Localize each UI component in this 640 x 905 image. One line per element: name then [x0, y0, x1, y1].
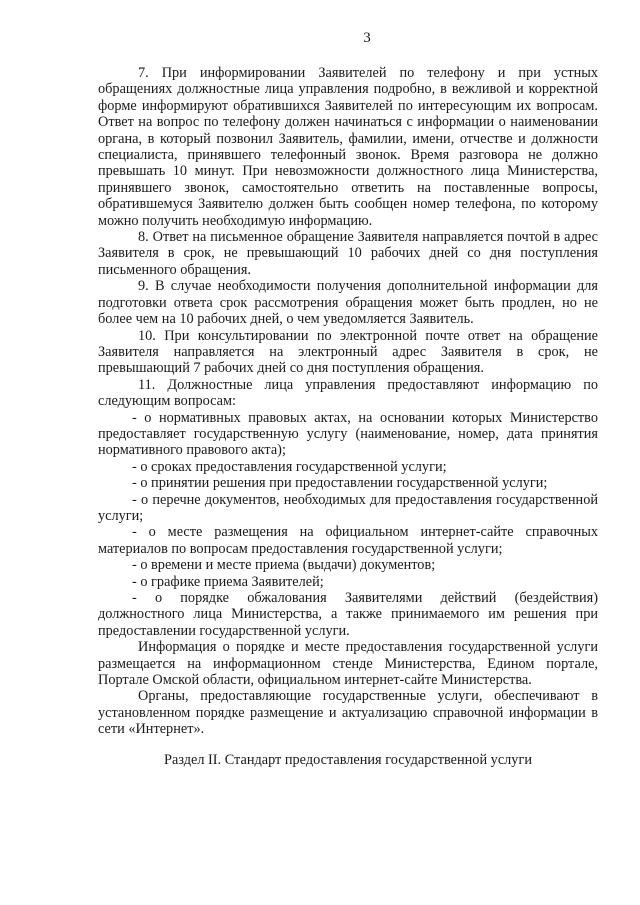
paragraph: - о времени и месте приема (выдачи) документов; [132, 557, 436, 574]
paragraph: - о перечне документов, необходимых для предоставления государственной услуги; [98, 491, 598, 524]
paragraph: 11. Должностные лица управления предоставляют информацию по следующим вопросам: [98, 376, 598, 410]
paragraph: - о принятии решения при предоставлении государственной услуги; [132, 475, 548, 492]
paragraph: - о графике приема Заявителей; [132, 573, 324, 590]
paragraph: 10. При консультировании по электронной почте ответ на обращение Заявителя направляется на электронный адрес Заявителя в срок, не превышающий 7 рабочих дней со дня поступления обращения. [98, 327, 598, 377]
paragraph: - о нормативных правовых актах, на основании которых Министерство предоставляет государственную услугу (наименование, номер, дата принятия нормативного правового акта); [98, 409, 598, 459]
paragraph: Органы, предоставляющие государственные услуги, обеспечивают в установленном порядке размещение и актуализацию справочной информации в сети «Интернет». [98, 688, 598, 738]
paragraph: Информация о порядке и месте предоставления государственной услуги размещается на информационном стенде Министерства, Едином портале, Портале Омской области, официальном интернет-сайте Министерства. [98, 639, 598, 689]
paragraph: - о порядке обжалования Заявителями действий (бездействия) должностного лица Министерства, а также принимаемого им решения при предоставлении государственной услуги. [98, 590, 598, 639]
paragraph: 8. Ответ на письменное обращение Заявителя направляется почтой в адрес Заявителя в срок, не превышающий 10 рабочих дней со дня поступления письменного обращения. [98, 229, 598, 278]
paragraph: 7. При информировании Заявителей по телефону и при устных обращениях должностные лица управления подробно, в вежливой и корректной форме информируют обратившихся Заявителей по интересующим их вопросам. Ответ на вопрос по телефону должен начинаться с информации о наименовании органа, в который позвонил Заявитель, фамилии, имени, отчестве и должности специалиста, принявшего телефонный звонок. Время разговора не должно превышать 10 минут. При невозможности должностного лица Министерства, принявшего звонок, самостоятельно ответить на поставленные вопросы, обратившемуся Заявителю должен быть сообщен номер телефона, по которому можно получить необходимую информацию. [98, 65, 598, 229]
paragraph: - о месте размещения на официальном интернет-сайте справочных материалов по вопросам предоставления государственной услуги; [98, 524, 598, 557]
paragraph: - о сроках предоставления государственной услуги; [132, 458, 447, 475]
document-body [98, 65, 598, 738]
page-number: 3 [363, 30, 371, 46]
paragraph: 9. В случае необходимости получения дополнительной информации для подготовки ответа срок рассмотрения обращения может быть продлен, но не более чем на 10 рабочих дней, о чем уведомляется Заявитель. [98, 278, 598, 328]
section-heading: Раздел II. Стандарт предоставления государственной услуги [164, 751, 532, 768]
